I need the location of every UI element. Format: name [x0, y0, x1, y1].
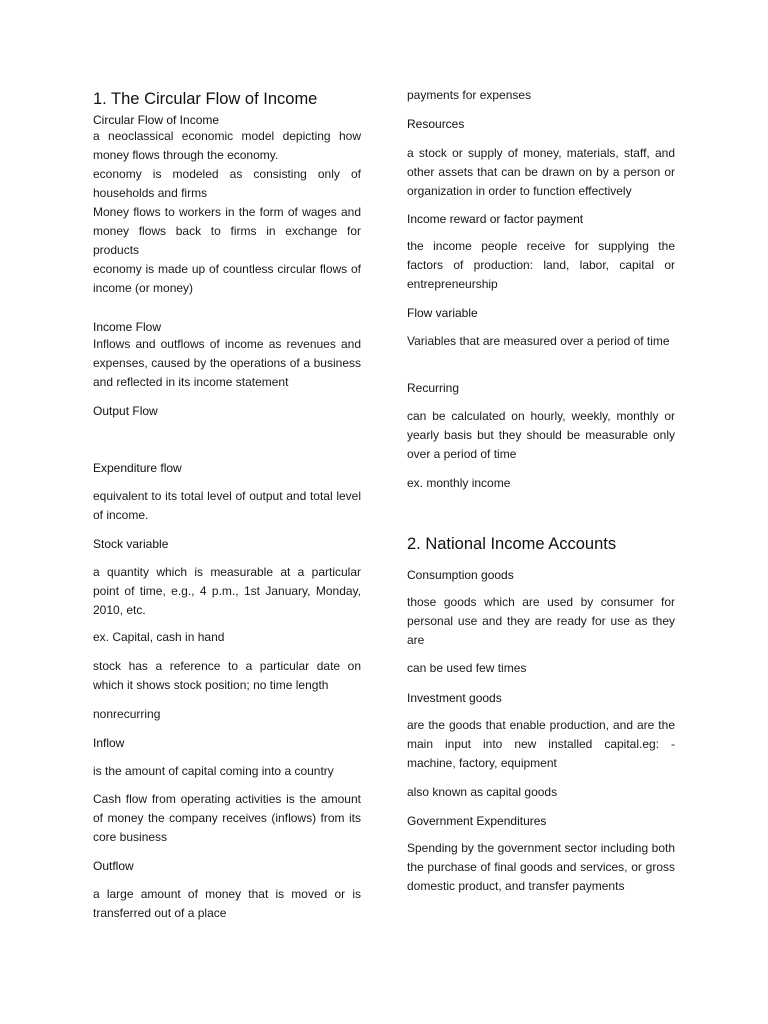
cfi-paragraph-2: economy is modeled as consisting only of households and firms — [93, 167, 361, 200]
cfi-paragraph-4: economy is made up of countless circular flows of income (or money) — [93, 262, 361, 295]
heading-investment-goods: Investment goods — [407, 691, 502, 705]
stock-reference-text: stock has a reference to a particular date on which it shows stock position; no time length — [93, 659, 361, 692]
outflow-text: a large amount of money that is moved or is transferred out of a place — [93, 887, 361, 920]
cashflow-text: Cash flow from operating activities is the amount of money the company receives (inflows) from its core business — [93, 792, 361, 844]
heading-expenditure-flow: Expenditure flow — [93, 461, 182, 475]
heading-outflow: Outflow — [93, 859, 134, 873]
heading-flow-variable: Flow variable — [407, 306, 478, 320]
stock-variable-text: a quantity which is measurable at a particular point of time, e.g., 4 p.m., 1st January, Monday, 2010, etc. — [93, 565, 361, 617]
government-expenditures-text: Spending by the government sector including both the purchase of final goods and services, or gross domestic product, and transfer payments — [407, 841, 675, 893]
heading-output-flow: Output Flow — [93, 404, 158, 418]
payments-for-expenses-text: payments for expenses — [407, 88, 532, 102]
stock-example: ex. Capital, cash in hand — [93, 630, 225, 644]
heading-stock-variable: Stock variable — [93, 537, 169, 551]
section-title-circular-flow: 1. The Circular Flow of Income — [93, 90, 318, 108]
heading-government-expenditures: Government Expenditures — [407, 814, 547, 828]
heading-income-reward: Income reward or factor payment — [407, 212, 584, 226]
cfi-paragraph-1: a neoclassical economic model depicting how money flows through the economy. — [93, 129, 361, 162]
recurring-text: can be calculated on hourly, weekly, monthly or yearly basis but they should be measurable only over a period of time — [407, 409, 675, 461]
heading-inflow: Inflow — [93, 736, 125, 750]
investment-goods-text: are the goods that enable production, and are the main input into new installed capital.eg: - machine, factory, equipment — [407, 718, 675, 770]
heading-resources: Resources — [407, 117, 465, 131]
consumption-goods-text: those goods which are used by consumer for personal use and they are ready for use as they are — [407, 595, 675, 647]
consumption-goods-note: can be used few times — [407, 661, 527, 675]
cfi-paragraph-3: Money flows to workers in the form of wages and money flows back to firms in exchange for products — [93, 205, 361, 257]
heading-consumption-goods: Consumption goods — [407, 568, 514, 582]
expenditure-flow-text: equivalent to its total level of output and total level of income. — [93, 489, 361, 522]
nonrecurring-text: nonrecurring — [93, 707, 161, 721]
resources-text: a stock or supply of money, materials, staff, and other assets that can be drawn on by a person or organization in order to function effectively — [407, 146, 675, 198]
investment-goods-note: also known as capital goods — [407, 785, 558, 799]
section-title-national-income: 2. National Income Accounts — [407, 535, 617, 553]
flow-variable-text: Variables that are measured over a period of time — [407, 334, 670, 348]
recurring-example: ex. monthly income — [407, 476, 511, 490]
heading-recurring: Recurring — [407, 381, 460, 395]
income-reward-text: the income people receive for supplying the factors of production: land, labor, capital or entrepreneurship — [407, 239, 675, 291]
heading-income-flow: Income Flow — [93, 320, 162, 334]
income-flow-text: Inflows and outflows of income as revenues and expenses, caused by the operations of a business and reflected in its income statement — [93, 337, 361, 389]
inflow-text: is the amount of capital coming into a country — [93, 764, 334, 778]
heading-circular-flow-of-income: Circular Flow of Income — [93, 113, 220, 127]
